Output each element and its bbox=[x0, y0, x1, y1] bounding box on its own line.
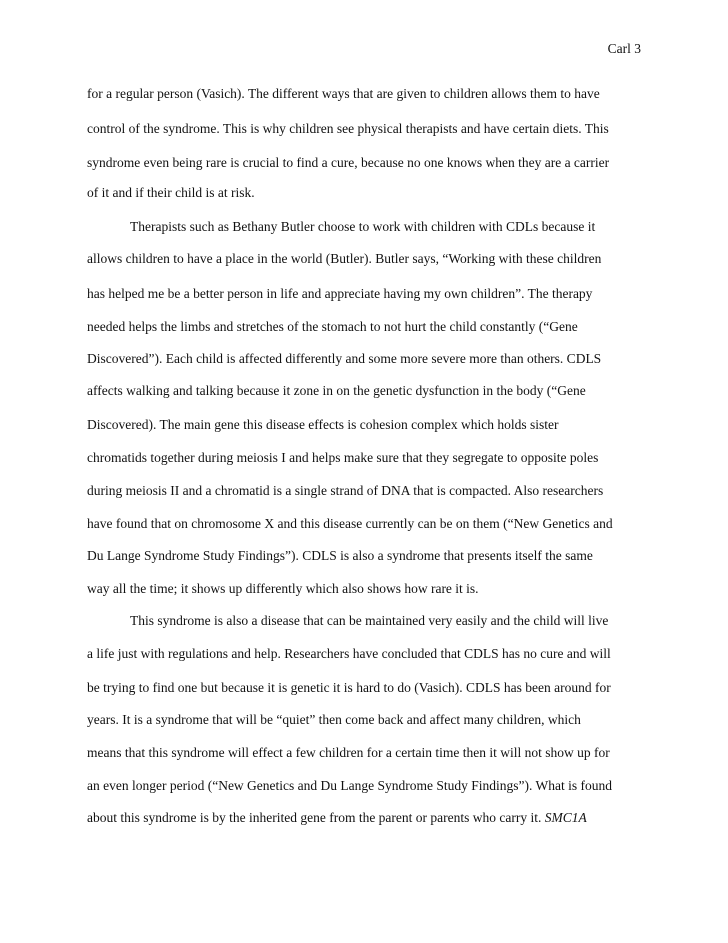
text-line: has helped me be a better person in life and appreciate having my own children”. The therapy bbox=[87, 286, 593, 301]
text-line: syndrome even being rare is crucial to find a cure, because no one knows when they are a carrier bbox=[87, 155, 610, 170]
text-line-span: about this syndrome is by the inherited gene from the parent or parents who carry it. bbox=[87, 810, 545, 825]
text-line-last bbox=[87, 810, 587, 826]
paragraph-first-line: Therapists such as Bethany Butler choose to work with children with CDLs because it bbox=[130, 219, 596, 234]
text-line: means that this syndrome will effect a few children for a certain time then it will not show up for bbox=[87, 745, 610, 760]
text-line: Du Lange Syndrome Study Findings”). CDLS is also a syndrome that presents itself the same bbox=[87, 548, 593, 563]
text-line: be trying to find one but because it is genetic it is hard to do (Vasich). CDLS has been around for bbox=[87, 680, 611, 695]
text-line: for a regular person (Vasich). The different ways that are given to children allows them to have bbox=[87, 86, 600, 101]
text-line: an even longer period (“New Genetics and Du Lange Syndrome Study Findings”). What is found bbox=[87, 778, 613, 793]
text-line: of it and if their child is at risk. bbox=[87, 185, 255, 200]
running-head: Carl 3 bbox=[607, 41, 641, 56]
text-line: during meiosis II and a chromatid is a single strand of DNA that is compacted. Also researchers bbox=[87, 483, 604, 498]
text-line: control of the syndrome. This is why children see physical therapists and have certain diets. This bbox=[87, 121, 609, 136]
text-line: chromatids together during meiosis I and helps make sure that they segregate to opposite poles bbox=[87, 450, 599, 465]
paragraph-first-line: This syndrome is also a disease that can be maintained very easily and the child will live bbox=[130, 613, 609, 628]
text-line: Discovered”). Each child is affected differently and some more severe more than others. CDLS bbox=[87, 351, 602, 366]
text-line: allows children to have a place in the world (Butler). Butler says, “Working with these children bbox=[87, 251, 602, 266]
text-line: needed helps the limbs and stretches of the stomach to not hurt the child constantly (“Gene bbox=[87, 319, 578, 334]
text-line: a life just with regulations and help. Researchers have concluded that CDLS has no cure and will bbox=[87, 646, 611, 661]
text-line: years. It is a syndrome that will be “quiet” then come back and affect many children, which bbox=[87, 712, 581, 727]
text-line: have found that on chromosome X and this disease currently can be on them (“New Genetics and bbox=[87, 516, 613, 531]
text-line: way all the time; it shows up differently which also shows how rare it is. bbox=[87, 581, 479, 596]
gene-name-italic: SMC1A bbox=[544, 810, 587, 825]
text-line: Discovered). The main gene this disease effects is cohesion complex which holds sister bbox=[87, 417, 559, 432]
text-line: affects walking and talking because it zone in on the genetic dysfunction in the body (“Gene bbox=[87, 383, 586, 398]
